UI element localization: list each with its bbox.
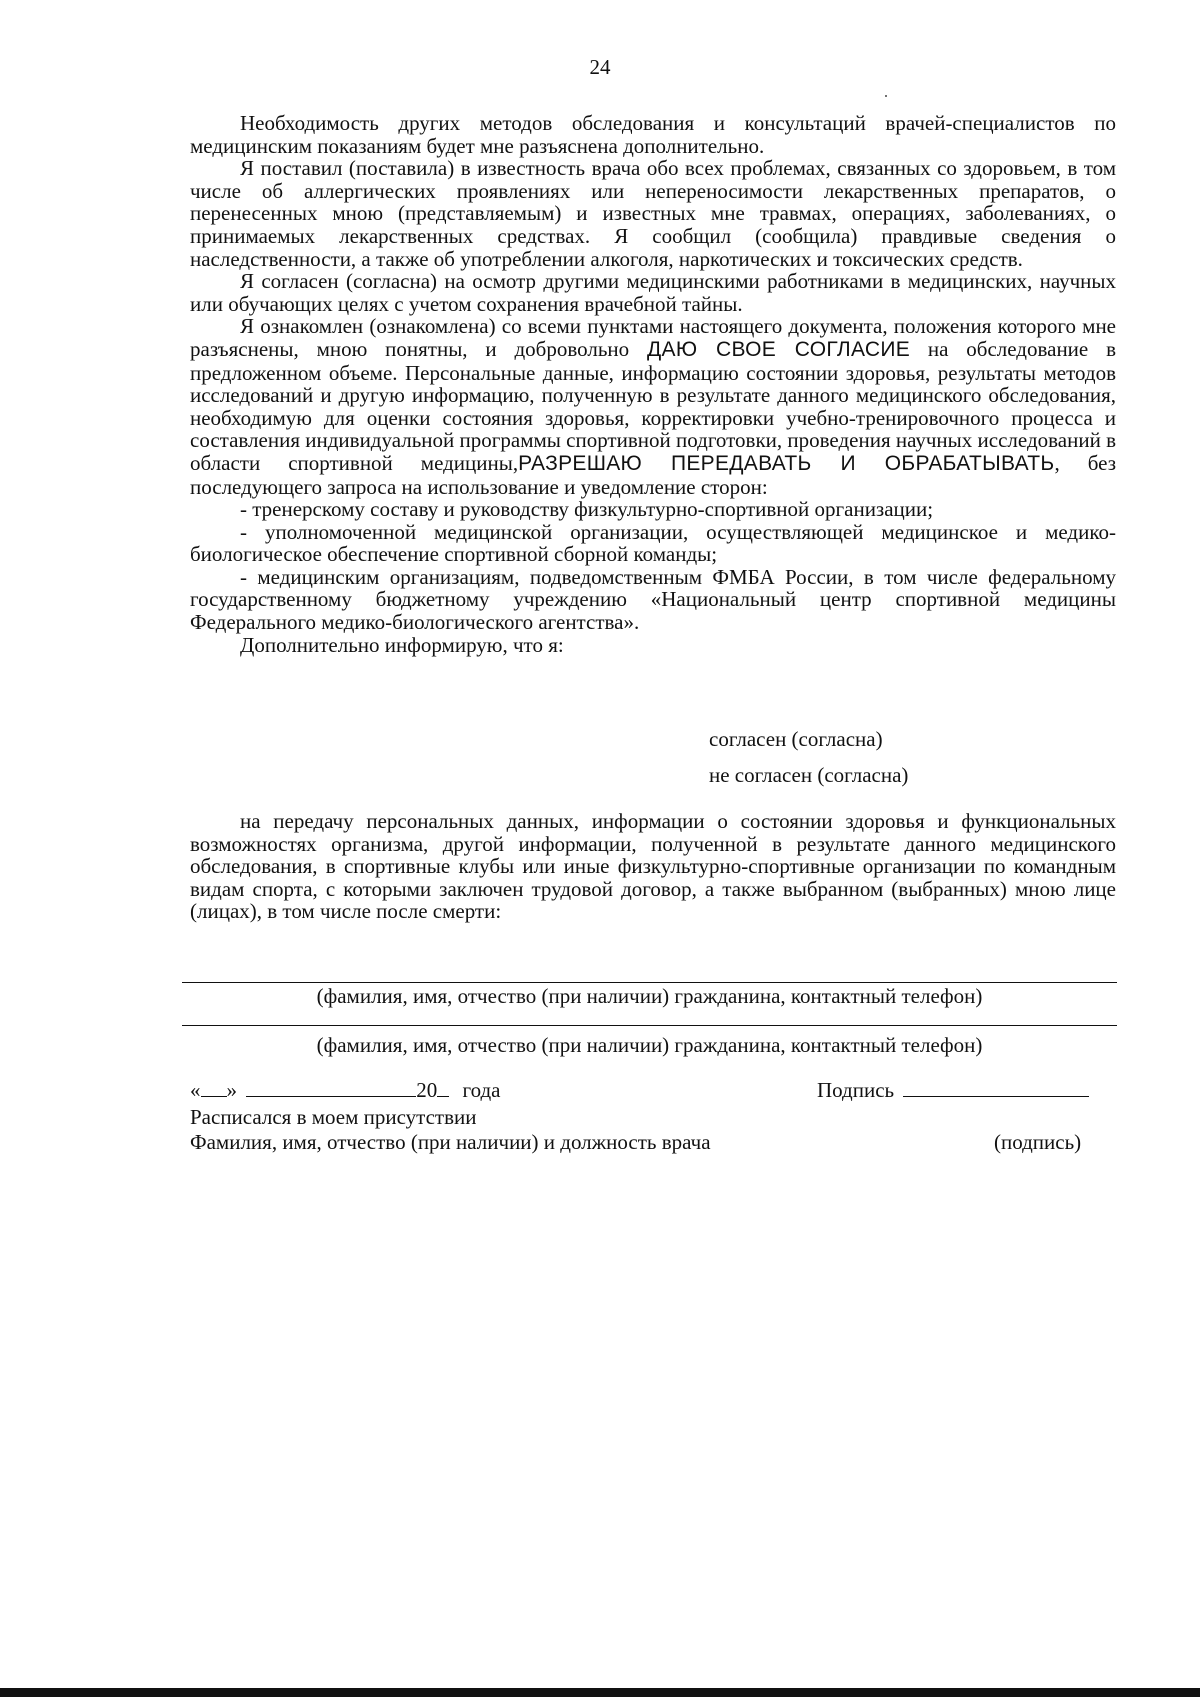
page-number: 24 [589, 55, 611, 79]
recipient-item: - тренерскому составу и руководству физкультурно-спортивной организации; [240, 497, 934, 522]
consent-text-1: Я ознакомлен (ознакомлена) со всеми пунктами настоящего документа, положения которого мне разъяснены, мною понятны, и добровольно [190, 314, 1116, 361]
paragraph-examination-consent: Я согласен (согласна) на осмотр другими медицинскими работниками в медицинских, научных или обучающих целях с учетом сохранения врачебной тайны. [190, 269, 1116, 316]
doctor-label: Фамилия, имя, отчество (при наличии) и должность врача [190, 1130, 711, 1154]
option-agree: согласен (согласна) [709, 727, 883, 751]
year-blank [437, 1082, 449, 1097]
paragraph-health-disclosure: Я поставил (поставила) в известность врача обо всех проблемах, связанных со здоровьем, в том числе об аллергических проявлениях или непереносимости лекарственных препаратов, о перенесенных мною (представляемым) и известных мне травмах, операциях, заболеваниях, о принимаемых лекарственных средствах. Я сообщил (сообщила) правдивые сведения о наследственности, а также об употреблении алкоголя, наркотических и токсических средств. [190, 156, 1116, 271]
scan-speck [885, 95, 887, 97]
witness-statement: Расписался в моем присутствии [190, 1105, 477, 1129]
consent-text-3: , без последующего запроса на использование и уведомление сторон: [190, 450, 1117, 499]
day-blank [201, 1082, 227, 1097]
date-quote-close: » [226, 1078, 237, 1102]
month-blank [246, 1082, 416, 1097]
signature-blank [903, 1082, 1089, 1097]
signature-field [817, 1079, 1089, 1102]
recipient-item: - медицинским организациям, подведомственным ФМБА России, в том числе федеральному государственному бюджетному учреждению «Национальный центр спортивной медицины Федерального медико-биологического агентства». [190, 564, 1116, 635]
consent-emphasis-give: ДАЮ СВОЕ СОГЛАСИЕ [646, 337, 911, 361]
option-disagree: не согласен (согласна) [709, 763, 909, 787]
paragraph-data-consent [190, 315, 1116, 498]
person2-caption: (фамилия, имя, отчество (при наличии) гражданина, контактный телефон) [316, 1033, 983, 1057]
date-field [190, 1079, 501, 1102]
paragraph-additional-methods: Необходимость других методов обследования и консультаций врачей-специалистов по медицинским показаниям будет мне разъяснена дополнительно. [190, 111, 1116, 158]
consent-emphasis-permit: РАЗРЕШАЮ ПЕРЕДАВАТЬ И ОБРАБАТЫВАТЬ [518, 451, 1055, 475]
person1-signature-line [182, 982, 1117, 983]
additional-info-label: Дополнительно информирую, что я: [240, 632, 564, 657]
signature-caption: (подпись) [994, 1130, 1082, 1154]
year-label: года [462, 1078, 501, 1102]
transfer-section [190, 810, 1116, 923]
person1-caption: (фамилия, имя, отчество (при наличии) гражданина, контактный телефон) [316, 984, 983, 1008]
scan-bottom-edge [0, 1688, 1200, 1697]
person2-signature-line [182, 1025, 1117, 1026]
signature-label: Подпись [817, 1078, 895, 1102]
year-prefix: 20 [416, 1078, 438, 1102]
document-body [190, 112, 1116, 656]
consent-text-2: на обследование в предложенном объеме. Персональные данные, информацию состоянии здоровья, результаты методов исследований и другую информацию, полученную в результате данного медицинского обследования, необходимую для оценки состояния здоровья, корректировки учебно-тренировочного процесса и составления индивидуальной программы спортивной подготовки, проведения научных исследований в области спортивной медицины, [190, 336, 1116, 475]
recipient-item: - уполномоченной медицинской организации, осуществляющей медицинское и медико-биологическое обеспечение спортивной сборной команды; [190, 519, 1116, 567]
date-quote-open: « [190, 1078, 201, 1102]
paragraph-data-transfer: на передачу персональных данных, информации о состоянии здоровья и функциональных возможностях организма, другой информации, полученной в результате данного медицинского обследования, в спортивные клубы или иные физкультурно-спортивные организации по командным видам спорта, с которыми заключен трудовой договор, а также выбранном (выбранных) мною лице (лицах), в том числе после смерти: [190, 809, 1116, 924]
